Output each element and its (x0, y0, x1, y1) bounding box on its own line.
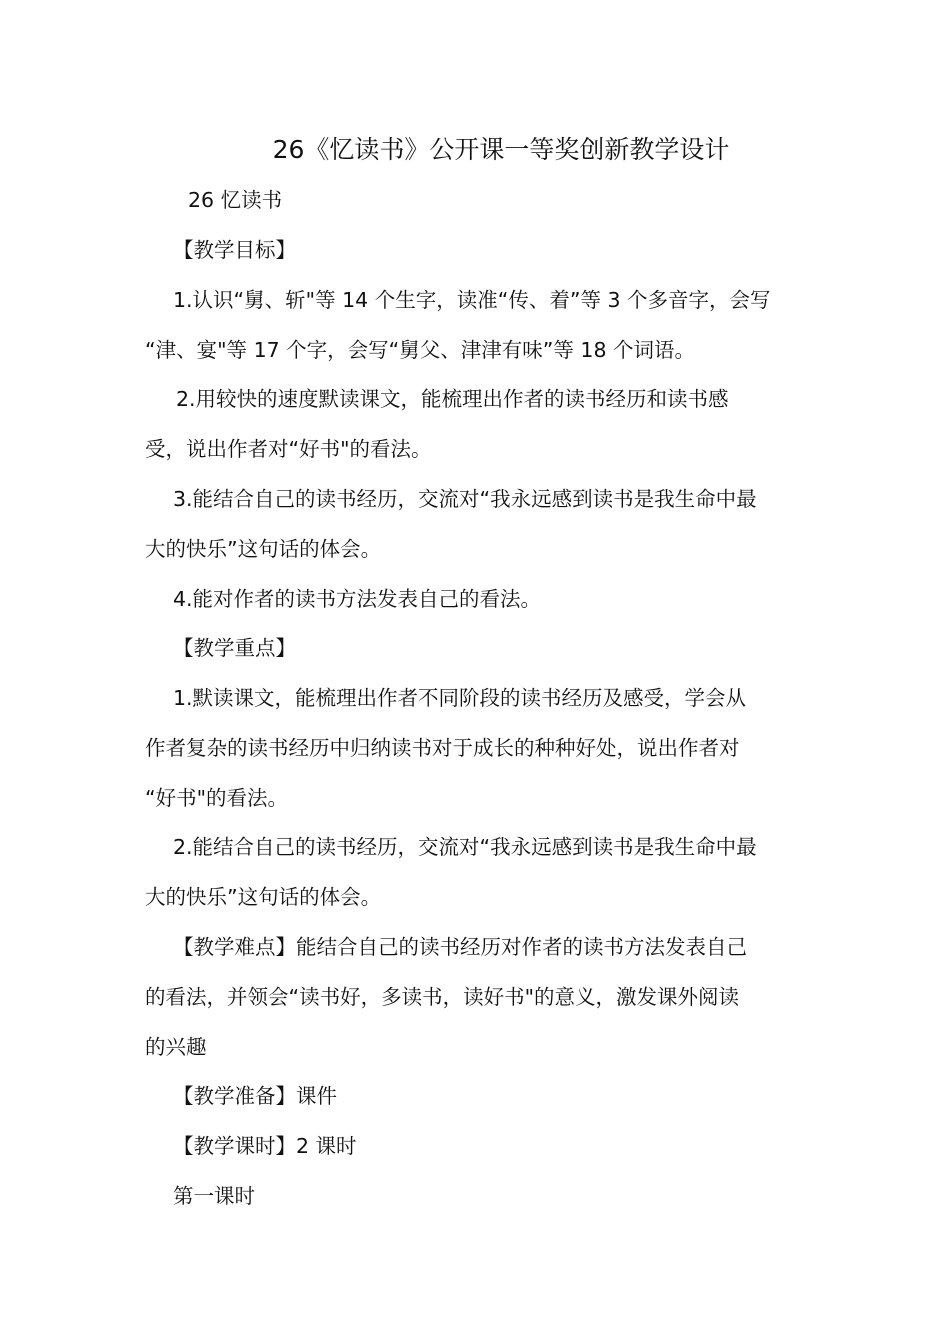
preparation: 【教学准备】课件 (173, 1084, 337, 1108)
key-point-1-line-2: 作者复杂的读书经历中归纳读书对于成长的种种好处，说出作者对 (145, 736, 740, 760)
lesson-hours: 【教学课时】2 课时 (173, 1134, 357, 1158)
key-points-heading: 【教学重点】 (173, 636, 296, 660)
key-point-2-line-1: 2.能结合自己的读书经历，交流对“我永远感到读书是我生命中最 (173, 835, 757, 859)
goal-2-line-1: 2.用较快的速度默读课文，能梳理出作者的读书经历和读书感 (176, 387, 729, 411)
first-lesson-heading: 第一课时 (173, 1184, 255, 1208)
goal-4: 4.能对作者的读书方法发表自己的看法。 (173, 587, 542, 611)
difficulty-line-1: 【教学难点】能结合自己的读书经历对作者的读书方法发表自己 (173, 935, 747, 959)
goal-3-line-1: 3.能结合自己的读书经历，交流对“我永远感到读书是我生命中最 (173, 487, 757, 511)
goal-1-line-2: “津、宴"等 17 个字，会写“舅父、津津有味”等 18 个词语。 (145, 338, 696, 362)
key-point-1-line-1: 1.默读课文，能梳理出作者不同阶段的读书经历及感受，学会从 (173, 686, 747, 710)
key-point-2-line-2: 大的快乐”这句话的体会。 (145, 885, 382, 909)
document-title: 26《忆读书》公开课一等奖创新教学设计 (272, 135, 730, 164)
key-point-1-line-3: “好书"的看法。 (145, 786, 289, 810)
goal-3-line-2: 大的快乐”这句话的体会。 (145, 537, 382, 561)
difficulty-line-3: 的兴趣 (145, 1035, 207, 1059)
goal-1-line-1: 1.认识“舅、斩"等 14 个生字，读准“传、着”等 3 个多音字，会写 (173, 288, 771, 312)
difficulty-line-2: 的看法，并领会“读书好，多读书，读好书"的意义，激发课外阅读 (145, 985, 740, 1009)
lesson-subtitle: 26 忆读书 (188, 188, 283, 212)
goal-2-line-2: 受，说出作者对“好书"的看法。 (145, 437, 432, 461)
goals-heading: 【教学目标】 (173, 238, 296, 262)
